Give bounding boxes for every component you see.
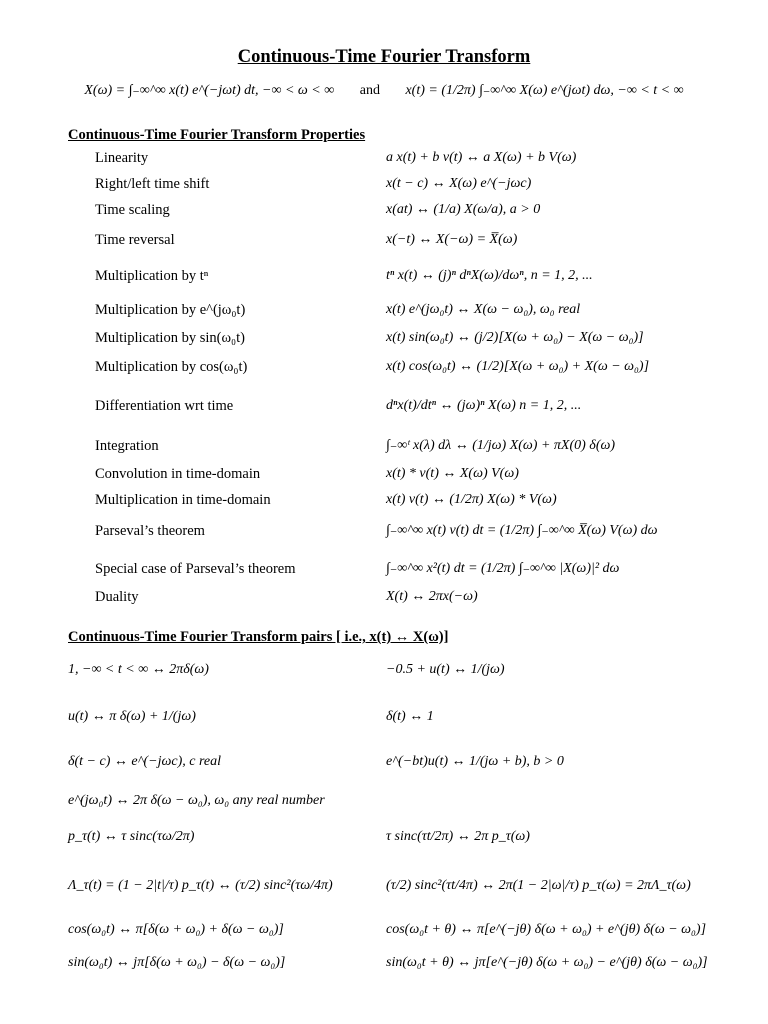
pairs-heading: Continuous-Time Fourier Transform pairs [ i.e., x(t) ↔ X(ω)]: [68, 629, 449, 645]
property-formula: ∫₋∞ᵗ x(λ) dλ ↔ (1/jω) X(ω) + πX(0) δ(ω): [386, 438, 616, 453]
page-title: Continuous-Time Fourier Transform: [237, 47, 531, 67]
pair-right: (τ/2) sinc²(τt/4π) ↔ 2π(1 − 2|ω|/τ) p_τ(ω) = 2πΛ_τ(ω): [386, 878, 691, 893]
pair-left: cos(ω₀t) ↔ π[δ(ω + ω₀) + δ(ω − ω₀)]: [68, 922, 284, 937]
pair-right: sin(ω₀t + θ) ↔ jπ[e^(−jθ) δ(ω + ω₀) − e^(jθ) δ(ω − ω₀)]: [386, 955, 708, 970]
property-formula: x(t) * v(t) ↔ X(ω) V(ω): [386, 466, 519, 481]
property-row: [0, 297, 768, 323]
pair-right: τ sinc(τt/2π) ↔ 2π p_τ(ω): [386, 829, 530, 844]
property-row: [0, 556, 768, 582]
property-formula: x(t) e^(jω₀t) ↔ X(ω − ω₀), ω₀ real: [386, 302, 581, 317]
pair-left: p_τ(t) ↔ τ sinc(τω/2π): [68, 829, 195, 844]
property-row: [0, 433, 768, 459]
property-name: Multiplication in time-domain: [95, 492, 271, 508]
property-formula: x(at) ↔ (1/a) X(ω/a), a > 0: [386, 202, 541, 217]
property-formula: x(t) v(t) ↔ (1/2π) X(ω) * V(ω): [386, 492, 557, 507]
property-name: Differentiation wrt time: [95, 398, 234, 414]
property-name: Integration: [95, 438, 159, 454]
property-row: [0, 354, 768, 380]
pair-left: 1, −∞ < t < ∞ ↔ 2πδ(ω): [68, 662, 209, 677]
pair-right: cos(ω₀t + θ) ↔ π[e^(−jθ) δ(ω + ω₀) + e^(jθ) δ(ω − ω₀)]: [386, 922, 707, 937]
definition-conjunction: and: [359, 83, 380, 98]
property-name: Duality: [95, 589, 139, 605]
property-row: [0, 487, 768, 513]
property-formula: tⁿ x(t) ↔ (j)ⁿ dⁿX(ω)/dωⁿ, n = 1, 2, ...: [386, 268, 593, 283]
property-name: Linearity: [95, 150, 149, 166]
property-formula: x(t − c) ↔ X(ω) e^(−jωc): [386, 176, 532, 191]
property-name: Time reversal: [95, 232, 175, 248]
property-formula: x(−t) ↔ X(−ω) = X̅(ω): [386, 232, 518, 247]
property-row: [0, 171, 768, 197]
property-row: [0, 263, 768, 289]
pair-right: −0.5 + u(t) ↔ 1/(jω): [386, 662, 505, 677]
property-row: [0, 518, 768, 544]
property-formula: a x(t) + b v(t) ↔ a X(ω) + b V(ω): [386, 150, 577, 165]
pair-left: δ(t − c) ↔ e^(−jωc), c real: [68, 754, 222, 769]
pair-left: Λ_τ(t) = (1 − 2|t|/τ) p_τ(t) ↔ (τ/2) sinc²(τω/4π): [68, 878, 333, 893]
pair-left: e^(jω₀t) ↔ 2π δ(ω − ω₀), ω₀ any real number: [68, 793, 325, 808]
property-name: Parseval’s theorem: [95, 523, 205, 539]
property-formula: ∫₋∞^∞ x²(t) dt = (1/2π) ∫₋∞^∞ |X(ω)|² dω: [386, 561, 620, 576]
inverse-transform: x(t) = (1/2π) ∫₋∞^∞ X(ω) e^(jωt) dω, −∞ < t < ∞: [405, 83, 684, 98]
property-row: [0, 325, 768, 351]
pair-left: u(t) ↔ π δ(ω) + 1/(jω): [68, 709, 196, 724]
property-name: Multiplication by e^(jω₀t): [95, 302, 246, 318]
property-name: Multiplication by cos(ω₀t): [95, 359, 248, 375]
property-row: [0, 197, 768, 223]
property-name: Multiplication by tⁿ: [95, 268, 209, 284]
property-row: [0, 393, 768, 419]
properties-heading: Continuous-Time Fourier Transform Properties: [68, 127, 366, 143]
definition-line: [0, 82, 768, 99]
property-name: Time scaling: [95, 202, 170, 218]
property-name: Special case of Parseval’s theorem: [95, 561, 296, 577]
pair-left: sin(ω₀t) ↔ jπ[δ(ω + ω₀) − δ(ω − ω₀)]: [68, 955, 286, 970]
property-row: [0, 461, 768, 487]
property-formula: x(t) cos(ω₀t) ↔ (1/2)[X(ω + ω₀) + X(ω − ω₀)]: [386, 359, 650, 374]
pair-right: e^(−bt)u(t) ↔ 1/(jω + b), b > 0: [386, 754, 564, 769]
property-name: Right/left time shift: [95, 176, 210, 192]
property-row: [0, 145, 768, 171]
property-formula: X(t) ↔ 2πx(−ω): [386, 589, 478, 604]
property-row: [0, 227, 768, 253]
property-formula: dⁿx(t)/dtⁿ ↔ (jω)ⁿ X(ω) n = 1, 2, ...: [386, 398, 582, 413]
property-name: Convolution in time-domain: [95, 466, 261, 482]
pair-right: δ(t) ↔ 1: [386, 709, 434, 724]
property-row: [0, 584, 768, 610]
property-formula: x(t) sin(ω₀t) ↔ (j/2)[X(ω + ω₀) − X(ω − ω₀)]: [386, 330, 644, 345]
forward-transform: X(ω) = ∫₋∞^∞ x(t) e^(−jωt) dt, −∞ < ω < ∞: [84, 83, 335, 98]
property-formula: ∫₋∞^∞ x(t) v(t) dt = (1/2π) ∫₋∞^∞ X̅(ω) V(ω) dω: [386, 523, 658, 538]
property-name: Multiplication by sin(ω₀t): [95, 330, 245, 346]
